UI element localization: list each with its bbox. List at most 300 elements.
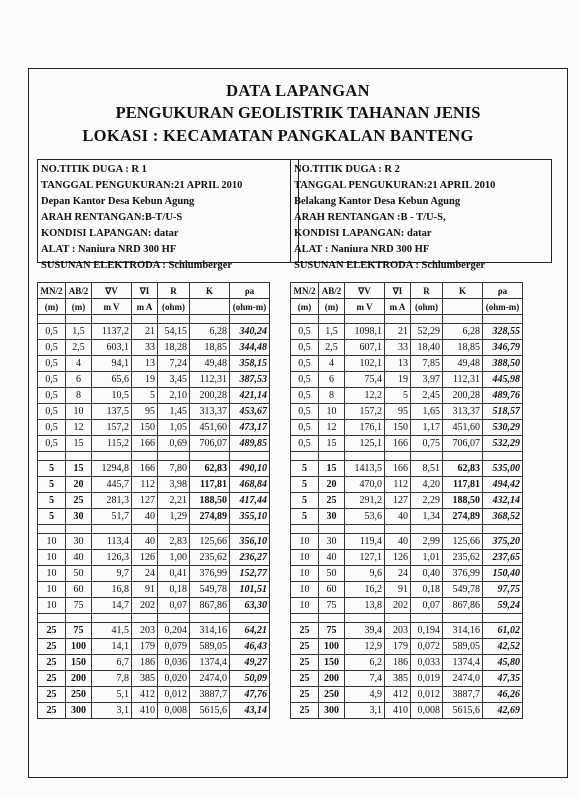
column-header: (m): [38, 299, 66, 315]
mn2-cell: 0,5: [291, 436, 319, 452]
titik-duga: NO.TITIK DUGA : R 2: [294, 164, 400, 175]
table-row: [291, 436, 523, 452]
current-cell: 19: [385, 372, 411, 388]
susunan-elektroda: SUSUNAN ELEKTRODA : Schlumberger: [41, 260, 233, 271]
separator-cell: [132, 525, 158, 534]
voltage-cell: 1413,5: [345, 461, 385, 477]
separator-cell: [38, 525, 66, 534]
separator-cell: [443, 315, 483, 324]
current-cell: 166: [132, 461, 158, 477]
mn2-cell: 10: [38, 566, 66, 582]
voltage-cell: 39,4: [345, 623, 385, 639]
resistivity-cell: 490,10: [230, 461, 270, 477]
data-table-r1: [37, 282, 270, 719]
separator-cell: [319, 614, 345, 623]
table-row: [291, 509, 523, 525]
ab2-cell: 10: [66, 404, 92, 420]
current-cell: 385: [385, 671, 411, 687]
separator-cell: [158, 315, 190, 324]
ab2-cell: 6: [66, 372, 92, 388]
separator-cell: [411, 315, 443, 324]
resistivity-cell: 340,24: [230, 324, 270, 340]
current-cell: 33: [385, 340, 411, 356]
ab2-cell: 75: [66, 598, 92, 614]
current-cell: 24: [385, 566, 411, 582]
separator-cell: [158, 614, 190, 623]
ab2-cell: 12: [319, 420, 345, 436]
table-row: [291, 582, 523, 598]
ab2-cell: 4: [66, 356, 92, 372]
voltage-cell: 119,4: [345, 534, 385, 550]
resistance-cell: 1,01: [411, 550, 443, 566]
separator-cell: [66, 452, 92, 461]
resistivity-cell: 432,14: [483, 493, 523, 509]
voltage-cell: 470,0: [345, 477, 385, 493]
k-factor-cell: 235,62: [443, 550, 483, 566]
separator-cell: [411, 614, 443, 623]
separator-cell: [345, 315, 385, 324]
resistivity-cell: 530,29: [483, 420, 523, 436]
ab2-cell: 15: [66, 461, 92, 477]
k-factor-cell: 867,86: [190, 598, 230, 614]
separator-cell: [443, 614, 483, 623]
current-cell: 166: [385, 436, 411, 452]
alat: ALAT : Naniura NRD 300 HF: [41, 244, 177, 255]
ab2-cell: 60: [319, 582, 345, 598]
resistance-cell: 0,75: [411, 436, 443, 452]
resistance-cell: 0,033: [411, 655, 443, 671]
mn2-cell: 25: [291, 671, 319, 687]
table-row: [291, 372, 523, 388]
current-cell: 202: [132, 598, 158, 614]
ab2-cell: 100: [66, 639, 92, 655]
separator-cell: [345, 614, 385, 623]
current-cell: 112: [132, 477, 158, 493]
table-row: [291, 356, 523, 372]
resistivity-cell: 468,84: [230, 477, 270, 493]
resistance-cell: 0,69: [158, 436, 190, 452]
table-row: [38, 550, 270, 566]
table-row: [291, 687, 523, 703]
separator-cell: [158, 452, 190, 461]
separator-cell: [190, 315, 230, 324]
column-header: [190, 299, 230, 315]
voltage-cell: 13,8: [345, 598, 385, 614]
resistivity-cell: 445,98: [483, 372, 523, 388]
resistivity-cell: 47,35: [483, 671, 523, 687]
resistance-cell: 0,194: [411, 623, 443, 639]
resistance-cell: 1,65: [411, 404, 443, 420]
mn2-cell: 10: [291, 550, 319, 566]
voltage-cell: 603,1: [92, 340, 132, 356]
separator-cell: [92, 315, 132, 324]
resistance-cell: 0,008: [158, 703, 190, 719]
separator-cell: [443, 452, 483, 461]
k-factor-cell: 376,99: [190, 566, 230, 582]
voltage-cell: 607,1: [345, 340, 385, 356]
column-header: ∇V: [92, 283, 132, 299]
k-factor-cell: 18,85: [190, 340, 230, 356]
k-factor-cell: 62,83: [190, 461, 230, 477]
separator-cell: [38, 614, 66, 623]
resistivity-cell: 346,79: [483, 340, 523, 356]
column-header: K: [190, 283, 230, 299]
resistivity-cell: 328,55: [483, 324, 523, 340]
separator-cell: [92, 525, 132, 534]
current-cell: 412: [132, 687, 158, 703]
voltage-cell: 51,7: [92, 509, 132, 525]
table-row: [38, 372, 270, 388]
arah-rentangan: ARAH RENTANGAN:B-T/U-S: [41, 212, 183, 223]
ab2-cell: 150: [66, 655, 92, 671]
k-factor-cell: 18,85: [443, 340, 483, 356]
resistance-cell: 18,40: [411, 340, 443, 356]
resistivity-cell: 344,48: [230, 340, 270, 356]
resistivity-cell: 47,76: [230, 687, 270, 703]
resistance-cell: 1,00: [158, 550, 190, 566]
resistance-cell: 0,072: [411, 639, 443, 655]
table-row: [38, 509, 270, 525]
k-factor-cell: 313,37: [190, 404, 230, 420]
mn2-cell: 5: [38, 461, 66, 477]
current-cell: 202: [385, 598, 411, 614]
current-cell: 186: [385, 655, 411, 671]
separator-cell: [38, 452, 66, 461]
data-table-r2: [290, 282, 523, 719]
resistance-cell: 7,85: [411, 356, 443, 372]
resistivity-cell: 518,57: [483, 404, 523, 420]
voltage-cell: 75,4: [345, 372, 385, 388]
resistance-cell: 0,204: [158, 623, 190, 639]
mn2-cell: 25: [38, 703, 66, 719]
current-cell: 186: [132, 655, 158, 671]
current-cell: 13: [385, 356, 411, 372]
info-box-r1: [37, 159, 299, 271]
ab2-cell: 6: [319, 372, 345, 388]
table-row: [38, 477, 270, 493]
column-header: ρa: [230, 283, 270, 299]
resistance-cell: 0,18: [411, 582, 443, 598]
resistivity-cell: 46,26: [483, 687, 523, 703]
resistance-cell: 2,29: [411, 493, 443, 509]
resistivity-cell: 42,52: [483, 639, 523, 655]
document-title: DATA LAPANGAN: [226, 81, 370, 100]
table-row: [291, 639, 523, 655]
voltage-cell: 65,6: [92, 372, 132, 388]
column-header: (m): [291, 299, 319, 315]
table-row: [38, 356, 270, 372]
table-row: [291, 388, 523, 404]
k-factor-cell: 188,50: [443, 493, 483, 509]
resistance-cell: 8,51: [411, 461, 443, 477]
column-header: (ohm-m): [483, 299, 523, 315]
mn2-cell: 10: [38, 534, 66, 550]
resistivity-cell: 375,20: [483, 534, 523, 550]
mn2-cell: 10: [38, 598, 66, 614]
resistivity-cell: 473,17: [230, 420, 270, 436]
current-cell: 126: [132, 550, 158, 566]
ab2-cell: 12: [66, 420, 92, 436]
resistivity-cell: 388,50: [483, 356, 523, 372]
ab2-cell: 150: [319, 655, 345, 671]
table-row: [291, 550, 523, 566]
mn2-cell: 0,5: [291, 340, 319, 356]
resistivity-cell: 237,65: [483, 550, 523, 566]
current-cell: 40: [132, 509, 158, 525]
current-cell: 203: [132, 623, 158, 639]
voltage-cell: 291,2: [345, 493, 385, 509]
ab2-cell: 30: [66, 534, 92, 550]
arah-rentangan: ARAH RENTANGAN :B - T/U-S,: [294, 212, 446, 223]
column-header: (m): [319, 299, 345, 315]
ab2-cell: 8: [319, 388, 345, 404]
separator-cell: [230, 452, 270, 461]
k-factor-cell: 549,78: [190, 582, 230, 598]
mn2-cell: 25: [291, 655, 319, 671]
k-factor-cell: 451,60: [190, 420, 230, 436]
resistance-cell: 2,45: [411, 388, 443, 404]
info-box-r2: [290, 159, 552, 271]
current-cell: 13: [132, 356, 158, 372]
k-factor-cell: 6,28: [190, 324, 230, 340]
mn2-cell: 5: [38, 509, 66, 525]
k-factor-cell: 3887,7: [190, 687, 230, 703]
resistance-cell: 0,40: [411, 566, 443, 582]
tanggal-pengukuran: TANGGAL PENGUKURAN:21 APRIL 2010: [41, 180, 243, 191]
k-factor-cell: 125,66: [190, 534, 230, 550]
k-factor-cell: 1374,4: [190, 655, 230, 671]
resistance-cell: 1,29: [158, 509, 190, 525]
resistance-cell: 3,97: [411, 372, 443, 388]
table-row: [291, 324, 523, 340]
resistivity-cell: 532,29: [483, 436, 523, 452]
k-factor-cell: 706,07: [190, 436, 230, 452]
k-factor-cell: 49,48: [443, 356, 483, 372]
current-cell: 150: [385, 420, 411, 436]
resistivity-cell: 50,09: [230, 671, 270, 687]
current-cell: 40: [385, 509, 411, 525]
mn2-cell: 10: [291, 598, 319, 614]
k-factor-cell: 313,37: [443, 404, 483, 420]
separator-cell: [483, 525, 523, 534]
separator-cell: [483, 315, 523, 324]
resistance-cell: 2,83: [158, 534, 190, 550]
separator-cell: [190, 452, 230, 461]
mn2-cell: 25: [291, 703, 319, 719]
column-header: m A: [385, 299, 411, 315]
separator-cell: [411, 525, 443, 534]
current-cell: 203: [385, 623, 411, 639]
resistivity-cell: 150,40: [483, 566, 523, 582]
k-factor-cell: 589,05: [190, 639, 230, 655]
voltage-cell: 157,2: [92, 420, 132, 436]
resistivity-cell: 355,10: [230, 509, 270, 525]
k-factor-cell: 125,66: [443, 534, 483, 550]
ab2-cell: 25: [66, 493, 92, 509]
k-factor-cell: 200,28: [443, 388, 483, 404]
resistivity-cell: 152,77: [230, 566, 270, 582]
separator-cell: [483, 614, 523, 623]
mn2-cell: 25: [291, 687, 319, 703]
column-header: ∇V: [345, 283, 385, 299]
current-cell: 112: [385, 477, 411, 493]
alat: ALAT : Naniura NRD 300 HF: [294, 244, 430, 255]
column-header: R: [411, 283, 443, 299]
resistivity-cell: 489,85: [230, 436, 270, 452]
current-cell: 166: [132, 436, 158, 452]
separator-cell: [132, 614, 158, 623]
mn2-cell: 25: [38, 639, 66, 655]
resistivity-cell: 97,75: [483, 582, 523, 598]
k-factor-cell: 5615,6: [443, 703, 483, 719]
current-cell: 95: [385, 404, 411, 420]
current-cell: 40: [385, 534, 411, 550]
ab2-cell: 2,5: [66, 340, 92, 356]
current-cell: 5: [132, 388, 158, 404]
separator-cell: [319, 525, 345, 534]
mn2-cell: 0,5: [291, 324, 319, 340]
separator-cell: [291, 614, 319, 623]
separator-cell: [385, 614, 411, 623]
table-row: [38, 420, 270, 436]
voltage-cell: 1137,2: [92, 324, 132, 340]
header-row: [291, 283, 523, 299]
k-factor-cell: 549,78: [443, 582, 483, 598]
mn2-cell: 0,5: [38, 420, 66, 436]
voltage-cell: 14,7: [92, 598, 132, 614]
resistance-cell: 52,29: [411, 324, 443, 340]
tanggal-pengukuran: TANGGAL PENGUKURAN:21 APRIL 2010: [294, 180, 496, 191]
separator-cell: [411, 452, 443, 461]
column-header: (m): [66, 299, 92, 315]
ab2-cell: 25: [319, 493, 345, 509]
voltage-cell: 125,1: [345, 436, 385, 452]
mn2-cell: 0,5: [291, 372, 319, 388]
current-cell: 24: [132, 566, 158, 582]
separator-cell: [443, 525, 483, 534]
table-row: [291, 671, 523, 687]
table-row: [291, 493, 523, 509]
voltage-cell: 157,2: [345, 404, 385, 420]
resistance-cell: 0,07: [158, 598, 190, 614]
table-row: [38, 461, 270, 477]
mn2-cell: 0,5: [291, 356, 319, 372]
table-row: [291, 534, 523, 550]
table-row: [38, 566, 270, 582]
group-separator: [291, 452, 523, 461]
table-row: [291, 340, 523, 356]
table-row: [291, 477, 523, 493]
resistivity-cell: 64,21: [230, 623, 270, 639]
voltage-cell: 9,6: [345, 566, 385, 582]
resistance-cell: 0,012: [411, 687, 443, 703]
mn2-cell: 0,5: [38, 324, 66, 340]
voltage-cell: 126,3: [92, 550, 132, 566]
current-cell: 412: [385, 687, 411, 703]
separator-cell: [291, 525, 319, 534]
resistivity-cell: 42,69: [483, 703, 523, 719]
resistivity-cell: 368,52: [483, 509, 523, 525]
column-header: MN/2: [38, 283, 66, 299]
table-row: [38, 324, 270, 340]
current-cell: 410: [132, 703, 158, 719]
ab2-cell: 30: [319, 534, 345, 550]
separator-cell: [291, 452, 319, 461]
resistivity-cell: 358,15: [230, 356, 270, 372]
group-separator: [38, 614, 270, 623]
lokasi-detail: Belakang Kantor Desa Kebun Agung: [294, 196, 461, 207]
current-cell: 21: [385, 324, 411, 340]
resistance-cell: 0,008: [411, 703, 443, 719]
voltage-cell: 6,2: [345, 655, 385, 671]
resistance-cell: 2,10: [158, 388, 190, 404]
k-factor-cell: 6,28: [443, 324, 483, 340]
resistance-cell: 1,17: [411, 420, 443, 436]
resistance-cell: 0,07: [411, 598, 443, 614]
ab2-cell: 40: [319, 550, 345, 566]
separator-cell: [190, 525, 230, 534]
resistivity-cell: 43,14: [230, 703, 270, 719]
table-row: [291, 703, 523, 719]
resistance-cell: 4,20: [411, 477, 443, 493]
resistance-cell: 0,18: [158, 582, 190, 598]
resistance-cell: 3,45: [158, 372, 190, 388]
mn2-cell: 5: [291, 461, 319, 477]
separator-cell: [92, 452, 132, 461]
ab2-cell: 300: [66, 703, 92, 719]
current-cell: 150: [132, 420, 158, 436]
column-header: m V: [92, 299, 132, 315]
separator-cell: [319, 452, 345, 461]
mn2-cell: 10: [38, 550, 66, 566]
mn2-cell: 5: [291, 493, 319, 509]
ab2-cell: 75: [66, 623, 92, 639]
separator-cell: [483, 452, 523, 461]
table-row: [38, 582, 270, 598]
mn2-cell: 0,5: [38, 436, 66, 452]
resistance-cell: 2,21: [158, 493, 190, 509]
table-row: [38, 655, 270, 671]
location-title: LOKASI : KECAMATAN PANGKALAN BANTENG: [82, 126, 474, 145]
mn2-cell: 0,5: [38, 372, 66, 388]
separator-cell: [132, 315, 158, 324]
voltage-cell: 115,2: [92, 436, 132, 452]
current-cell: 127: [132, 493, 158, 509]
resistance-cell: 54,15: [158, 324, 190, 340]
voltage-cell: 94,1: [92, 356, 132, 372]
group-separator: [291, 614, 523, 623]
k-factor-cell: 3887,7: [443, 687, 483, 703]
current-cell: 21: [132, 324, 158, 340]
table-row: [291, 461, 523, 477]
ab2-cell: 1,5: [66, 324, 92, 340]
k-factor-cell: 117,81: [190, 477, 230, 493]
group-separator: [38, 315, 270, 324]
table-row: [38, 493, 270, 509]
mn2-cell: 25: [38, 671, 66, 687]
document-subtitle: PENGUKURAN GEOLISTRIK TAHANAN JENIS: [115, 103, 481, 122]
current-cell: 166: [385, 461, 411, 477]
k-factor-cell: 274,89: [190, 509, 230, 525]
mn2-cell: 5: [291, 477, 319, 493]
mn2-cell: 0,5: [291, 388, 319, 404]
voltage-cell: 3,1: [92, 703, 132, 719]
resistivity-cell: 535,00: [483, 461, 523, 477]
separator-cell: [38, 315, 66, 324]
table-row: [291, 623, 523, 639]
resistance-cell: 0,020: [158, 671, 190, 687]
column-header: (ohm): [158, 299, 190, 315]
